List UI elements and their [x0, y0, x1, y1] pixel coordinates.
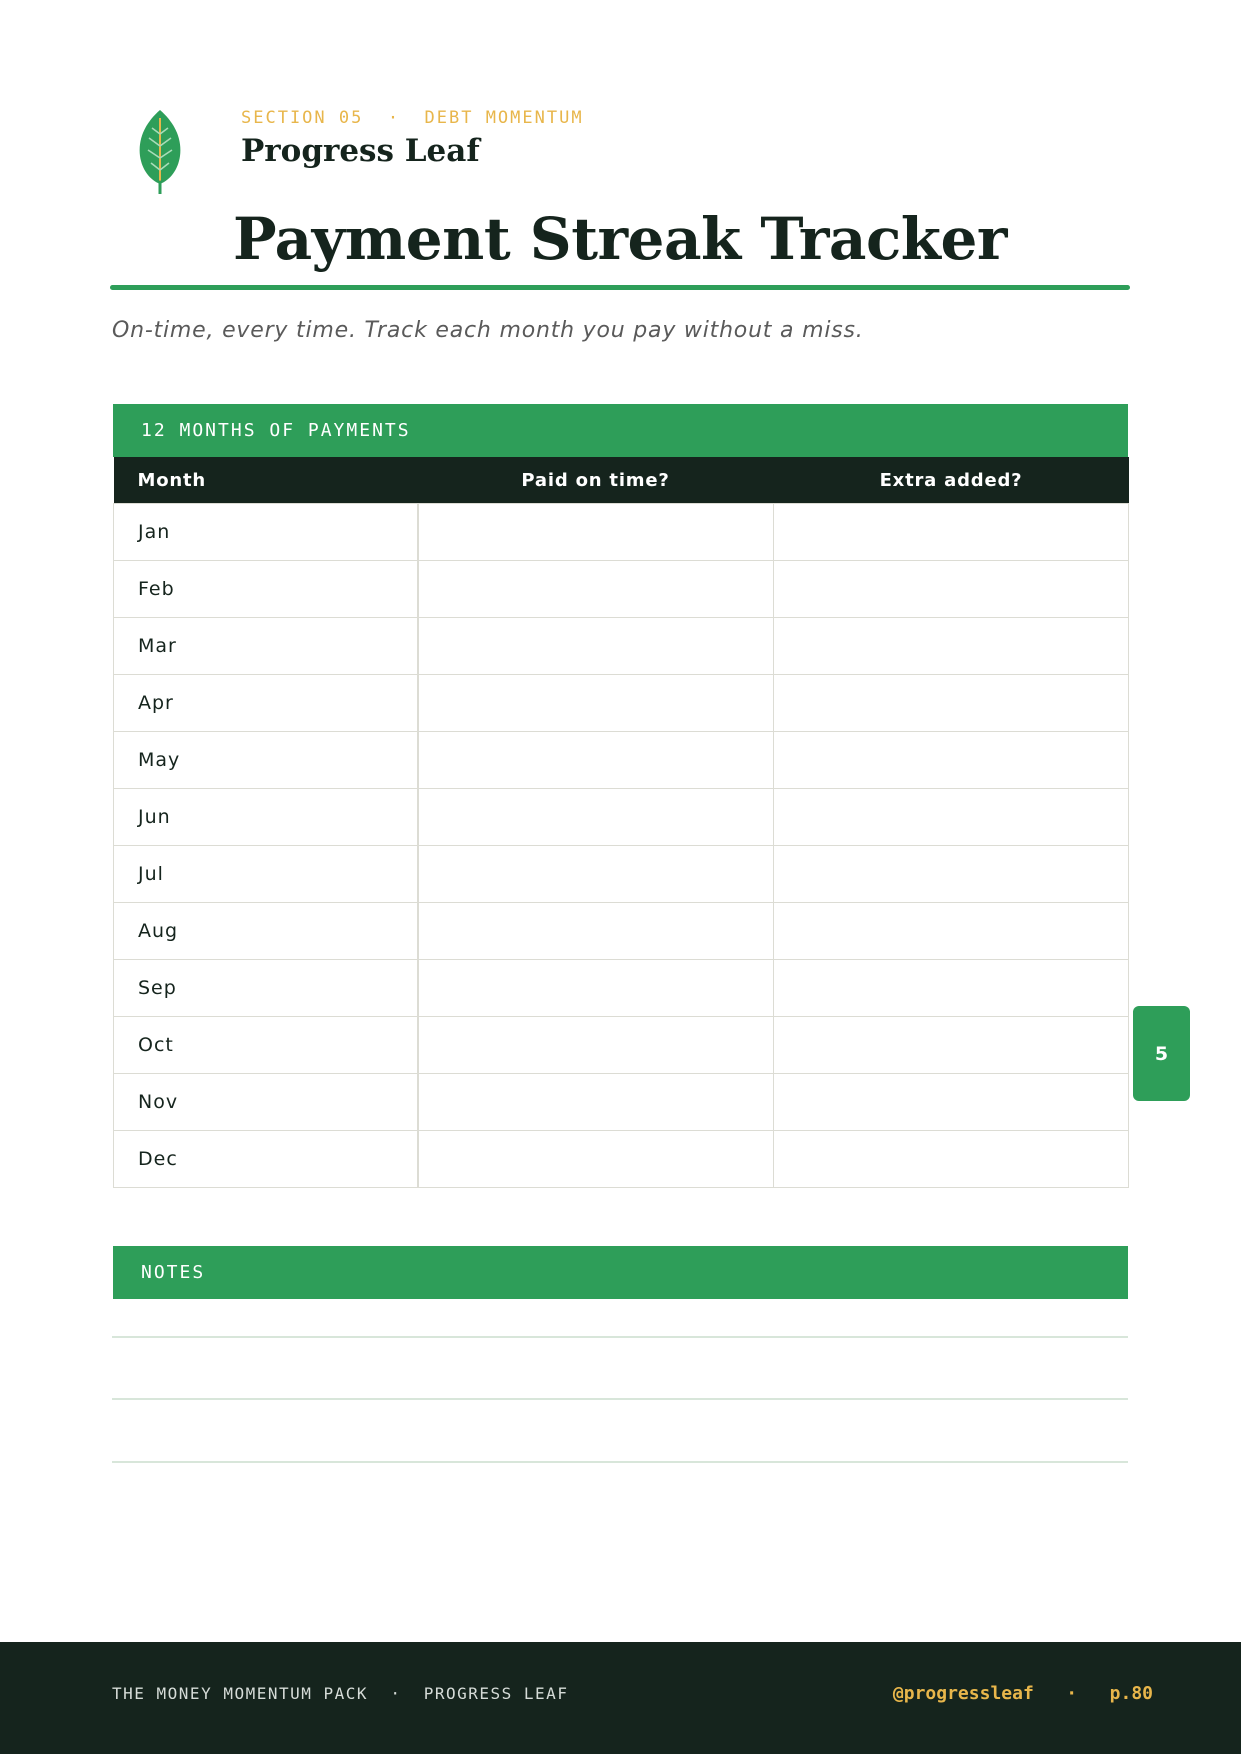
extra-added-cell[interactable]	[774, 504, 1129, 561]
extra-added-cell[interactable]	[774, 675, 1129, 732]
table-row	[114, 1131, 1129, 1188]
paid-on-time-cell[interactable]	[418, 903, 774, 960]
table-row	[114, 561, 1129, 618]
paid-on-time-cell[interactable]	[418, 789, 774, 846]
title-divider	[110, 285, 1130, 290]
brand-name: Progress Leaf	[241, 133, 480, 169]
note-line[interactable]	[112, 1398, 1128, 1400]
extra-added-cell[interactable]	[774, 732, 1129, 789]
column-header-month: Month	[114, 457, 418, 504]
month-cell: Sep	[114, 960, 418, 1017]
month-cell: Mar	[114, 618, 418, 675]
extra-added-cell[interactable]	[774, 1131, 1129, 1188]
month-cell: Jan	[114, 504, 418, 561]
month-cell: Jul	[114, 846, 418, 903]
table-row	[114, 789, 1129, 846]
extra-added-cell[interactable]	[774, 960, 1129, 1017]
page-footer	[0, 1642, 1241, 1754]
month-cell: Nov	[114, 1074, 418, 1131]
paid-on-time-cell[interactable]	[418, 618, 774, 675]
extra-added-cell[interactable]	[774, 1017, 1129, 1074]
section-side-tab[interactable]	[1133, 1006, 1190, 1101]
extra-added-cell[interactable]	[774, 561, 1129, 618]
extra-added-cell[interactable]	[774, 903, 1129, 960]
table-header-row	[114, 457, 1129, 504]
table-row	[114, 903, 1129, 960]
month-cell: Oct	[114, 1017, 418, 1074]
footer-handle-page: @progressleaf · p.80	[892, 1683, 1153, 1704]
month-cell: Dec	[114, 1131, 418, 1188]
paid-on-time-cell[interactable]	[418, 1131, 774, 1188]
notes-section-header: NOTES	[113, 1246, 1128, 1299]
section-kicker: SECTION 05 · DEBT MOMENTUM	[241, 108, 584, 128]
extra-added-cell[interactable]	[774, 846, 1129, 903]
table-row	[114, 504, 1129, 561]
table-row	[114, 846, 1129, 903]
page-title: Payment Streak Tracker	[233, 205, 1007, 273]
paid-on-time-cell[interactable]	[418, 1017, 774, 1074]
tracker-section-header: 12 MONTHS OF PAYMENTS	[113, 404, 1128, 457]
month-cell: Apr	[114, 675, 418, 732]
paid-on-time-cell[interactable]	[418, 504, 774, 561]
paid-on-time-cell[interactable]	[418, 675, 774, 732]
paid-on-time-cell[interactable]	[418, 561, 774, 618]
column-header-extra-added: Extra added?	[774, 457, 1129, 504]
table-row	[114, 618, 1129, 675]
table-row	[114, 732, 1129, 789]
month-cell: Feb	[114, 561, 418, 618]
month-cell: Jun	[114, 789, 418, 846]
footer-pack-name: THE MONEY MOMENTUM PACK · PROGRESS LEAF	[112, 1684, 569, 1703]
paid-on-time-cell[interactable]	[418, 960, 774, 1017]
leaf-icon	[136, 108, 184, 194]
extra-added-cell[interactable]	[774, 1074, 1129, 1131]
table-row	[114, 1017, 1129, 1074]
table-row	[114, 675, 1129, 732]
paid-on-time-cell[interactable]	[418, 846, 774, 903]
month-cell: Aug	[114, 903, 418, 960]
paid-on-time-cell[interactable]	[418, 732, 774, 789]
table-row	[114, 960, 1129, 1017]
note-line[interactable]	[112, 1336, 1128, 1338]
extra-added-cell[interactable]	[774, 789, 1129, 846]
side-tab-label: 5	[1154, 1042, 1169, 1065]
note-line[interactable]	[112, 1461, 1128, 1463]
month-cell: May	[114, 732, 418, 789]
paid-on-time-cell[interactable]	[418, 1074, 774, 1131]
page-subtitle: On-time, every time. Track each month you pay without a miss.	[112, 318, 864, 343]
payment-streak-table	[113, 457, 1128, 1188]
column-header-paid-on-time: Paid on time?	[418, 457, 774, 504]
extra-added-cell[interactable]	[774, 618, 1129, 675]
table-row	[114, 1074, 1129, 1131]
